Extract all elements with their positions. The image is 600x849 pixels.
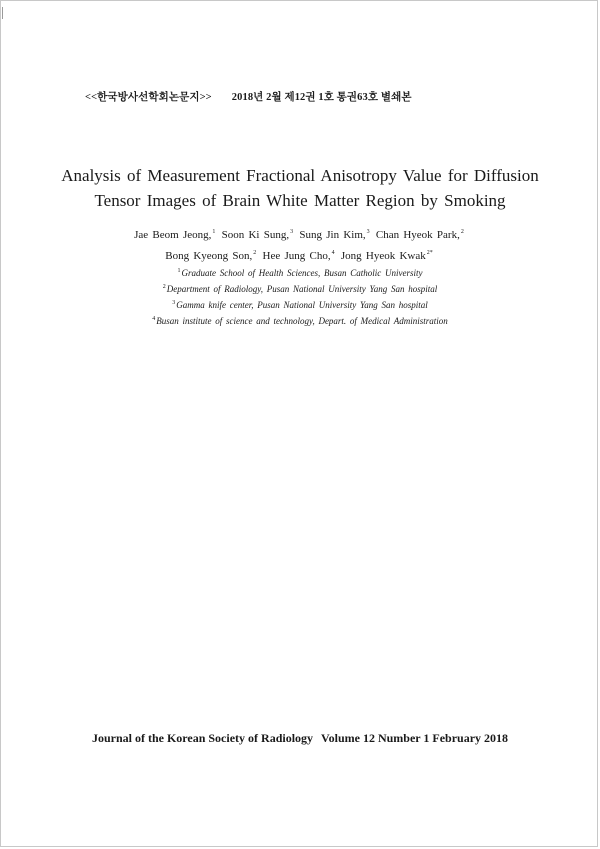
author-affil-mark: 2 [253,250,257,256]
author-name: Sung Jin Kim, [299,229,366,241]
author-name: Chan Hyeok Park, [375,229,460,241]
journal-name: Journal of the Korean Society of Radiology [91,731,314,745]
author-name: Jong Hyeok Kwak [340,250,426,262]
affiliation-mark: 4 [152,316,156,322]
margin-tick [2,7,3,19]
affiliation-list [1,264,599,328]
issue-info-korean: 2018년 2월 제12권 1호 통권63호 별쇄본 [231,92,412,103]
affiliation-mark: 1 [177,268,181,274]
affiliation-text: Gamma knife center, Pusan National University Yang San hospital [176,300,428,310]
affiliation-item [1,312,599,328]
affiliation-item [1,280,599,296]
title-line-1: Analysis of Measurement Fractional Anisotropy Value for Diffusion [61,166,539,185]
author-affil-mark: 1 [212,229,216,235]
author-list [1,223,599,265]
volume-info: Volume 12 Number 1 February 2018 [321,731,509,745]
author-name: Bong Kyeong Son, [165,250,253,262]
affiliation-text: Department of Radiology, Pusan National University Yang San hospital [166,284,438,294]
author-affil-mark: 3 [366,229,370,235]
affiliation-text: Graduate School of Health Sciences, Busan Catholic University [181,268,423,278]
affiliation-mark: 3 [172,300,176,306]
author-name: Soon Ki Sung, [221,229,290,241]
affiliation-mark: 2 [162,284,166,290]
author-name: Hee Jung Cho, [262,250,331,262]
journal-korean-name: <<한국방사선학회논문지>> [85,92,212,103]
author-affil-mark: 2* [426,250,433,256]
reprint-header [85,89,412,104]
affiliation-item [1,296,599,312]
author-affil-mark: 2 [460,229,464,235]
affiliation-text: Busan institute of science and technology, Depart. of Medical Administration [156,316,448,326]
author-affil-mark: 4 [331,250,335,256]
journal-footer [1,731,599,746]
paper-title [1,163,599,213]
affiliation-item [1,264,599,280]
author-affil-mark: 3 [290,229,294,235]
author-row-2 [1,244,599,265]
author-name: Jae Beom Jeong, [134,229,212,241]
title-line-2: Tensor Images of Brain White Matter Region by Smoking [94,191,506,210]
author-row-1 [1,223,599,244]
